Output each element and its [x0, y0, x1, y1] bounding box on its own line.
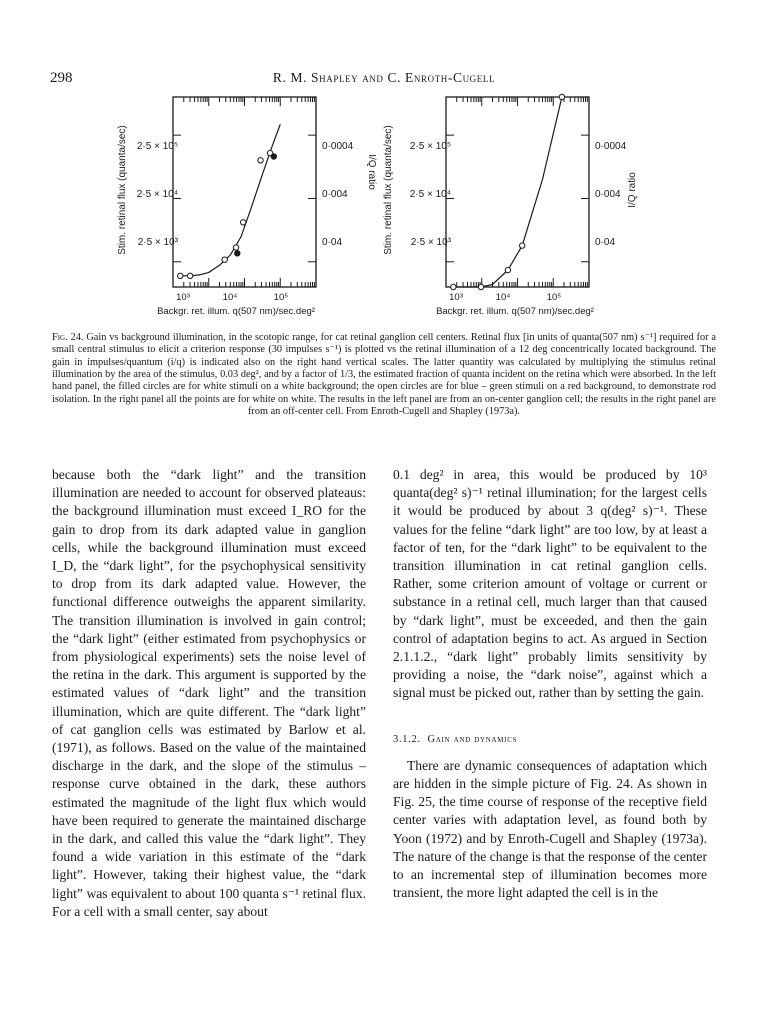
data-point-filled: [271, 154, 276, 159]
right-x-tick-label-3: 10⁵: [546, 292, 562, 303]
data-point-open: [178, 273, 183, 278]
right-paragraph-2: There are dynamic consequences of adaptation which are hidden in the simple picture of Fig. 24. As shown in Fig. 25, the time course of response of the receptive field center varies with adaptation level, as found both by Yoon (1972) and by Enroth-Cugell and Shapley (1973a). The nature of the change is that the response of the center to an incremental step of illumination becomes more transient, the more light adapted the cell is in the: [393, 757, 707, 901]
left-right-axis-label: I/Q ratio: [366, 154, 377, 190]
left-x-tick-label-1: 10³: [176, 292, 190, 303]
page-number: 298: [50, 70, 73, 86]
right-panel-frame: [446, 97, 589, 287]
data-point-open: [451, 284, 456, 289]
left-x-tick-label-2: 10⁴: [222, 292, 238, 303]
right-y-tick-label-high: 2·5 × 10⁵: [409, 141, 451, 152]
right-right-axis-label: I/Q ratio: [627, 172, 638, 208]
right-data-points: [451, 94, 565, 289]
data-point-open: [241, 220, 246, 225]
data-point-open: [559, 94, 564, 99]
left-data-points: [178, 150, 277, 278]
section-heading: [393, 731, 707, 749]
figure-caption: [52, 332, 716, 418]
left-x-axis-label: Backgr. ret. illum. q(507 nm)/sec.deg²: [157, 306, 315, 317]
left-right-tick-label-mid: 0·004: [322, 189, 348, 200]
data-point-open: [222, 257, 227, 262]
left-y-tick-label-high: 2·5 × 10⁵: [136, 141, 178, 152]
left-right-tick-label-high: 0·0004: [322, 141, 354, 152]
figure-24: [0, 0, 768, 330]
left-x-tick-label-3: 10⁵: [273, 292, 289, 303]
left-x-ticks: [173, 97, 314, 287]
right-x-axis-label: Backgr. ret. illum. q(507 nm)/sec.deg²: [436, 306, 594, 317]
left-y-tick-label-mid: 2·5 × 10⁴: [136, 189, 178, 200]
left-fit-curve: [180, 124, 280, 275]
right-column: [393, 466, 707, 902]
right-right-tick-label-high: 0·0004: [595, 141, 627, 152]
section-title: Gain and dynamics: [427, 733, 518, 745]
left-y-tick-label-low: 2·5 × 10³: [137, 237, 178, 248]
right-right-tick-label-low: 0·04: [595, 237, 616, 248]
left-paragraph: because both the “dark light” and the transition illumination are needed to account for observed plateaus: the background illumination must exceed I_RO for the gain to drop from its dark adapted value in ganglion cells, while the background illumination must exceed I_D, the “dark light”, for the psychophysical sensitivity to drop from its dark adapted value. However, the functional difference outweighs the apparent similarity. The transition illumination is involved in gain control; the “dark light” (either estimated from psychophysics or from physiological experiments) sets the noise level of the retina in the dark. This argument is supported by the estimated values of “dark light” and the transition illumination, which are quite different. The “dark light” of cat ganglion cells was estimated by Barlow et al. (1971), as follows. Based on the value of the maintained discharge in the dark, and the slope of the stimulus – response curve obtained in the dark, these authors estimated the magnitude of the light flux which would have been required to generate the maintained discharge in the dark, and called this value the “dark light”. They found a wide variation in this estimate of the “dark light”. However, taking their highest value, the “dark light” was equivalent to about 100 quanta s⁻¹ retinal flux. For a cell with a small center, say about: [52, 467, 366, 919]
right-right-tick-label-mid: 0·004: [595, 189, 621, 200]
left-panel-frame: [173, 97, 316, 287]
left-column: [52, 466, 366, 921]
data-point-open: [233, 245, 238, 250]
right-y-tick-label-low: 2·5 × 10³: [410, 237, 451, 248]
section-number: 3.1.2.: [393, 733, 421, 745]
right-y-ticks: [446, 135, 589, 262]
data-point-open: [478, 284, 483, 289]
left-y-axis-label: Stim. retinal flux (quanta/sec): [117, 125, 128, 255]
data-point-open: [187, 273, 192, 278]
caption-text: Gain vs background illumination, in the scotopic range, for cat retinal ganglion cell centers. Retinal flux [in units of quanta(507 nm) s⁻¹] required for a small central stimulus to elicit a criterion response (30 impulses s⁻¹) is plotted vs the retinal illumination of a 12 deg concentrically located background. The gain in impulses/quantum (i/q) is indicated also on the right hand vertical scales. The latter quantity was calculated by multiplying the stimulus retinal illumination by the area of the stimulus, 0.03 deg², and by a factor of 1/3, the estimated fraction of quanta incident on the retina which were absorbed. In the left hand panel, the filled circles are for white stimuli on a white background; the open circles are for blue – green stimuli on a red background, to demonstrate rod isolation. In the right panel all the points are for white on white. The results in the left panel are from an on-center ganglion cell; the results in the right panel are from an off-center cell. From Enroth-Cugell and Shapley (1973a).: [52, 332, 716, 418]
left-panel: [117, 97, 377, 317]
data-point-filled: [235, 251, 240, 256]
running-head-text: R. M. Shapley and C. Enroth-Cugell: [272, 70, 496, 85]
left-y-ticks: [173, 135, 316, 262]
right-x-tick-label-2: 10⁴: [495, 292, 511, 303]
caption-label: Fig. 24.: [52, 332, 84, 343]
left-right-tick-label-low: 0·04: [322, 237, 343, 248]
right-fit-curve: [453, 97, 562, 287]
data-point-open: [505, 267, 510, 272]
right-paragraph-1: 0.1 deg² in area, this would be produced by 10³ quanta(deg² s)⁻¹ retinal illumination; for the largest cells it would be produced by about 3 q(deg² s)⁻¹. These values for the feline “dark light” are too low, by at least a factor of ten, for the “dark light” to be equivalent to the transition illumination in cat retinal ganglion cells. Rather, some criterion amount of voltage or current or substance in a retinal cell, much larger than that caused by “dark light”, must be exceeded, and then the gain control of adaptation begins to act. As argued in Section 2.1.1.2., “dark light” probably limits sensitivity by providing a noise, the “dark noise”, against which a signal must be picked out, rather than by setting the gain.: [393, 467, 707, 701]
right-y-tick-label-mid: 2·5 × 10⁴: [409, 189, 451, 200]
right-x-ticks: [446, 97, 587, 287]
data-point-open: [258, 158, 263, 163]
right-panel: [383, 94, 638, 317]
data-point-open: [520, 243, 525, 248]
right-x-tick-label-1: 10³: [449, 292, 463, 303]
right-y-axis-label: Stim. retinal flux (quanta/sec): [383, 125, 394, 255]
